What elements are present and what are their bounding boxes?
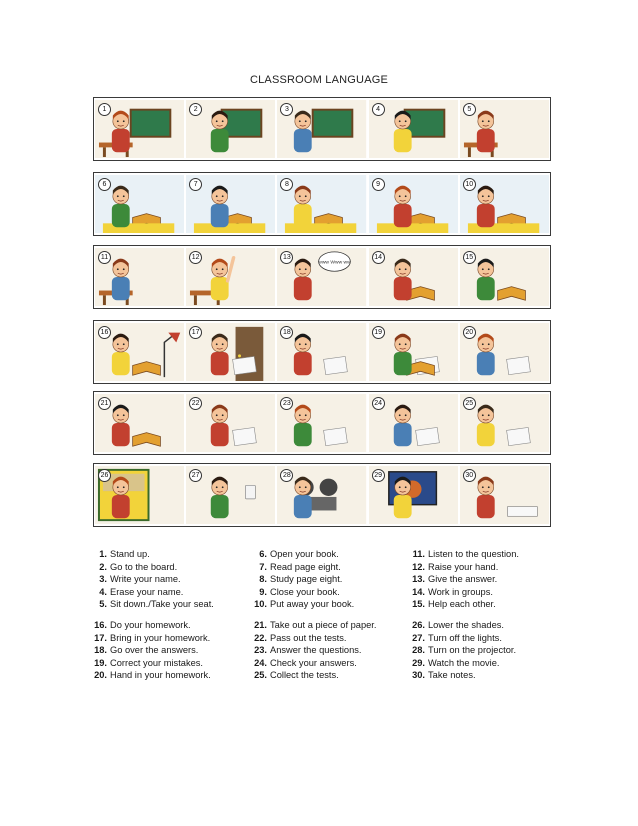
- illustration-panel: [460, 323, 549, 381]
- vocab-phrase: Close your book.: [270, 586, 340, 597]
- torso: [294, 129, 312, 152]
- vocab-phrase: Work in groups.: [428, 586, 493, 597]
- illustration-panel: [186, 100, 275, 158]
- illustration-panel: [369, 466, 458, 524]
- panel-number: 17: [189, 326, 202, 339]
- torso: [112, 352, 130, 375]
- vocab-phrase: Answer the questions.: [270, 645, 362, 656]
- vocab-number: 5.: [99, 599, 107, 610]
- vocab-phrase: Give the answer.: [428, 574, 498, 585]
- torso: [393, 352, 411, 375]
- vocab-item: [410, 632, 519, 645]
- vocab-phrase: Stand up.: [110, 549, 150, 559]
- blackboard-icon: [313, 110, 353, 137]
- panel-number: 15: [463, 251, 476, 264]
- bubble-text: www Www ww: [318, 260, 352, 266]
- vocab-phrase: Open your book.: [270, 549, 339, 559]
- vocab-phrase: Write your name.: [110, 574, 181, 585]
- vocab-column-3: [410, 548, 519, 682]
- illustration-strip: [93, 172, 551, 236]
- vocab-number: 19.: [94, 657, 107, 668]
- vocab-number: 27.: [412, 632, 425, 643]
- panel-number: 29: [372, 469, 385, 482]
- papers-icon: [506, 356, 530, 374]
- illustration-panel: [95, 394, 184, 452]
- illustration-panel: [186, 466, 275, 524]
- illustration-strip: [93, 97, 551, 161]
- illustration-strip: [93, 320, 551, 384]
- illustration-panel: [186, 394, 275, 452]
- torso: [477, 495, 495, 518]
- vocab-phrase: Check your answers.: [270, 657, 357, 668]
- illustration-panel: [95, 248, 184, 306]
- panel-number: 26: [98, 469, 111, 482]
- panel-number: 27: [189, 469, 202, 482]
- torso: [294, 204, 312, 227]
- torso: [294, 352, 312, 375]
- illustration-panel: [460, 248, 549, 306]
- vocab-number: 16.: [94, 619, 107, 630]
- panel-number: 9: [372, 178, 385, 191]
- torso: [294, 423, 312, 446]
- illustration-panel: [460, 394, 549, 452]
- vocab-number: 23.: [254, 645, 267, 656]
- vocab-item: [410, 669, 519, 682]
- illustration-panel: [277, 394, 366, 452]
- panel-number: 19: [372, 326, 385, 339]
- illustration-panel: [95, 100, 184, 158]
- illustration-panel: [95, 323, 184, 381]
- vocab-phrase: Read page eight.: [270, 561, 341, 572]
- vocab-item: [410, 561, 519, 574]
- vocab-number: 20.: [94, 670, 107, 681]
- vocab-phrase: Take notes.: [428, 670, 476, 681]
- vocab-number: 2.: [99, 561, 107, 572]
- vocab-number: 18.: [94, 645, 107, 656]
- panel-number: 22: [189, 397, 202, 410]
- panel-number: 5: [463, 103, 476, 116]
- blackboard-icon: [131, 110, 171, 137]
- vocab-phrase: Go over the answers.: [110, 645, 199, 656]
- illustration-panel: [95, 175, 184, 233]
- vocab-phrase: Turn off the lights.: [428, 632, 502, 643]
- vocab-phrase: Erase your name.: [110, 586, 184, 597]
- notebook-icon: [507, 507, 537, 517]
- panel-number: 8: [280, 178, 293, 191]
- panel-number: 12: [189, 251, 202, 264]
- vocab-phrase: Lower the shades.: [428, 619, 504, 630]
- panel-number: 7: [189, 178, 202, 191]
- vocab-item: [252, 669, 376, 682]
- illustration-panel: [369, 394, 458, 452]
- vocab-number: 26.: [412, 619, 425, 630]
- panel-number: 23: [280, 397, 293, 410]
- torso: [112, 495, 130, 518]
- vocab-number: 24.: [254, 657, 267, 668]
- illustration-panel: [277, 100, 366, 158]
- vocab-spacer: [410, 611, 519, 619]
- vocab-item: [92, 619, 214, 632]
- vocab-number: 3.: [99, 574, 107, 585]
- vocab-number: 22.: [254, 632, 267, 643]
- torso: [477, 423, 495, 446]
- vocab-phrase: Sit down./Take your seat.: [110, 599, 214, 610]
- vocab-item: [252, 619, 376, 632]
- vocab-phrase: Help each other.: [428, 599, 496, 610]
- vocab-number: 4.: [99, 586, 107, 597]
- vocab-item: [92, 632, 214, 645]
- panel-number: 2: [189, 103, 202, 116]
- vocab-phrase: Correct your mistakes.: [110, 657, 203, 668]
- illustration-strip: [93, 463, 551, 527]
- vocab-item: [410, 657, 519, 670]
- vocab-phrase: Listen to the question.: [428, 549, 519, 559]
- torso: [393, 204, 411, 227]
- vocab-item: [410, 598, 519, 611]
- panel-number: 24: [372, 397, 385, 410]
- torso: [393, 129, 411, 152]
- torso: [294, 495, 312, 518]
- torso: [112, 277, 130, 300]
- papers-icon: [233, 356, 257, 374]
- panel-number: 25: [463, 397, 476, 410]
- vocab-item: [92, 669, 214, 682]
- vocab-phrase: Go to the board.: [110, 561, 178, 572]
- vocab-item: [410, 644, 519, 657]
- illustration-panel: [369, 248, 458, 306]
- vocab-number: 17.: [94, 632, 107, 643]
- illustration-panel: [277, 466, 366, 524]
- torso: [211, 423, 229, 446]
- illustration-panel: [369, 175, 458, 233]
- papers-icon: [506, 427, 530, 445]
- panel-number: 4: [372, 103, 385, 116]
- panel-number: 21: [98, 397, 111, 410]
- vocab-item: [252, 586, 376, 599]
- vocab-number: 29.: [412, 657, 425, 668]
- vocab-phrase: Pass out the tests.: [270, 632, 347, 643]
- illustration-panel: [186, 323, 275, 381]
- torso: [393, 277, 411, 300]
- torso: [211, 129, 229, 152]
- vocab-number: 8.: [259, 574, 267, 585]
- vocab-phrase: Put away your book.: [270, 599, 355, 610]
- illustration-strip: [93, 245, 551, 309]
- vocab-number: 21.: [254, 619, 267, 630]
- papers-icon: [324, 427, 348, 445]
- papers-icon: [233, 427, 257, 445]
- illustration-panel: [186, 248, 275, 306]
- panel-number: 20: [463, 326, 476, 339]
- vocab-number: 13.: [412, 574, 425, 585]
- torso: [477, 129, 495, 152]
- torso: [112, 204, 130, 227]
- illustration-panel: [277, 248, 366, 306]
- vocab-item: [92, 573, 214, 586]
- panel-number: 13: [280, 251, 293, 264]
- illustration-panel: [95, 466, 184, 524]
- vocab-number: 25.: [254, 670, 267, 681]
- vocab-item: [92, 586, 214, 599]
- vocab-item: [410, 619, 519, 632]
- vocab-item: [92, 598, 214, 611]
- vocab-phrase: Raise your hand.: [428, 561, 499, 572]
- vocab-number: 28.: [412, 645, 425, 656]
- illustration-panel: [460, 175, 549, 233]
- vocab-number: 30.: [412, 670, 425, 681]
- vocab-phrase: Collect the tests.: [270, 670, 339, 681]
- vocab-item: [92, 561, 214, 574]
- torso: [112, 129, 130, 152]
- illustration-strip: [93, 391, 551, 455]
- vocab-number: 9.: [259, 586, 267, 597]
- panel-number: 11: [98, 251, 111, 264]
- papers-icon: [324, 356, 348, 374]
- papers-icon: [415, 427, 439, 445]
- vocab-number: 11.: [412, 549, 425, 559]
- vocab-item: [252, 561, 376, 574]
- vocab-number: 1.: [99, 549, 107, 559]
- vocab-phrase: Hand in your homework.: [110, 670, 211, 681]
- panel-number: 14: [372, 251, 385, 264]
- vocab-item: [92, 657, 214, 670]
- torso: [477, 204, 495, 227]
- torso: [211, 495, 229, 518]
- vocab-item: [410, 586, 519, 599]
- vocab-item: [92, 548, 214, 561]
- illustration-panel: [460, 466, 549, 524]
- vocab-phrase: Do your homework.: [110, 619, 191, 630]
- vocab-column-1: [92, 548, 214, 682]
- panel-number: 10: [463, 178, 476, 191]
- vocab-number: 15.: [412, 599, 425, 610]
- vocab-item: [410, 548, 519, 561]
- vocab-phrase: Bring in your homework.: [110, 632, 211, 643]
- torso: [393, 495, 411, 518]
- vocab-column-2: [252, 548, 376, 682]
- panel-number: 18: [280, 326, 293, 339]
- illustration-panel: [277, 175, 366, 233]
- vocab-spacer: [92, 611, 214, 619]
- panel-number: 1: [98, 103, 111, 116]
- vocab-number: 6.: [259, 549, 267, 559]
- vocab-item: [92, 644, 214, 657]
- light-switch-icon: [246, 485, 256, 499]
- torso: [294, 277, 312, 300]
- panel-number: 30: [463, 469, 476, 482]
- illustration-panel: [369, 100, 458, 158]
- vocab-item: [252, 644, 376, 657]
- torso: [211, 204, 229, 227]
- vocab-phrase: Watch the movie.: [428, 657, 500, 668]
- vocab-item: [410, 573, 519, 586]
- vocab-number: 12.: [412, 561, 425, 572]
- vocab-phrase: Study page eight.: [270, 574, 343, 585]
- torso: [393, 423, 411, 446]
- panel-number: 6: [98, 178, 111, 191]
- torso: [112, 423, 130, 446]
- vocab-item: [252, 548, 376, 561]
- illustration-panel: [186, 175, 275, 233]
- vocab-phrase: Turn on the projector.: [428, 645, 517, 656]
- panel-number: 28: [280, 469, 293, 482]
- torso: [477, 277, 495, 300]
- vocab-item: [252, 598, 376, 611]
- torso: [477, 352, 495, 375]
- vocab-phrase: Take out a piece of paper.: [270, 619, 377, 630]
- vocab-number: 10.: [254, 599, 267, 610]
- vocab-item: [252, 573, 376, 586]
- page-title: CLASSROOM LANGUAGE: [249, 74, 389, 86]
- illustration-panel: [460, 100, 549, 158]
- vocab-item: [252, 657, 376, 670]
- panel-number: 16: [98, 326, 111, 339]
- vocab-number: 7.: [259, 561, 267, 572]
- vocab-number: 14.: [412, 586, 425, 597]
- illustration-panel: [277, 323, 366, 381]
- torso: [211, 352, 229, 375]
- illustration-panel: [369, 323, 458, 381]
- vocab-spacer: [252, 611, 376, 619]
- vocab-item: [252, 632, 376, 645]
- panel-number: 3: [280, 103, 293, 116]
